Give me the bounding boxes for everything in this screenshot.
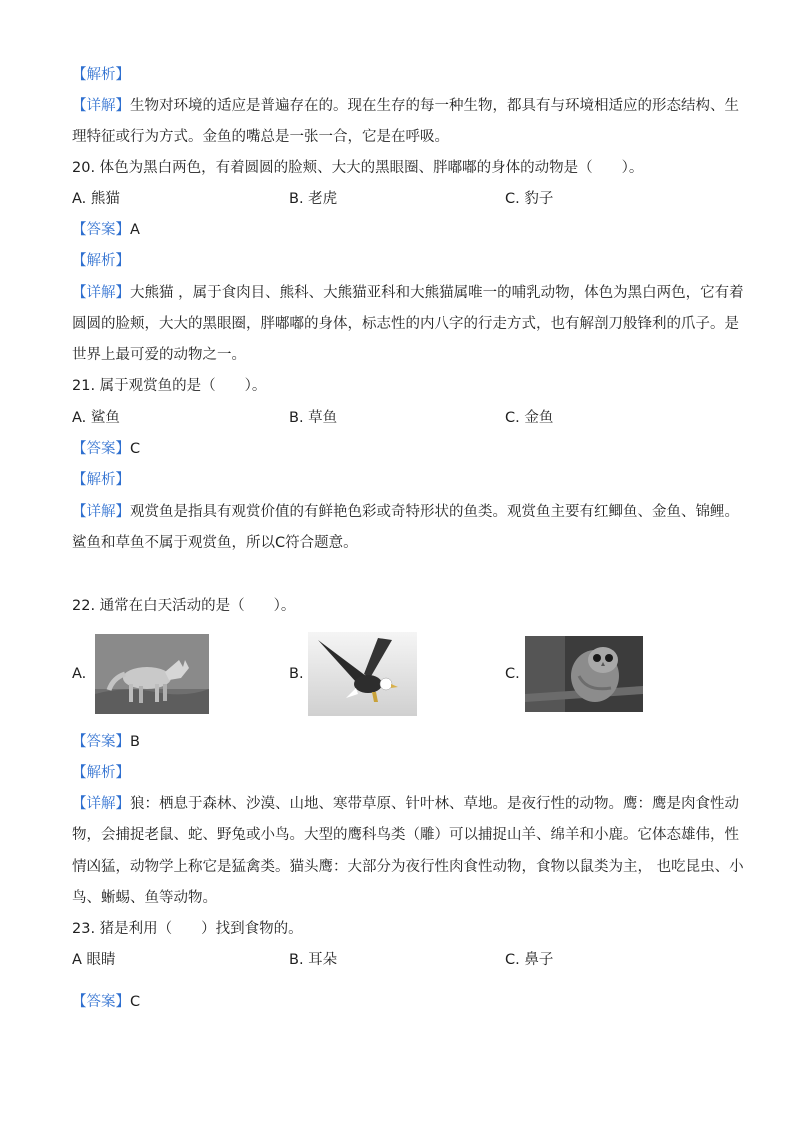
q20-analysis-tag: 【解析】 — [72, 253, 130, 269]
q20-question: 20. 体色为黑白两色，有着圆圆的脸颊、大大的黑眼圈、胖嘟嘟的身体的动物是（ ）。 — [72, 160, 644, 176]
wolf-photo — [95, 634, 209, 714]
q23-answer-value: C — [130, 994, 141, 1010]
q20-option-c: C. 豹子 — [505, 191, 554, 207]
q22-answer-value: B — [130, 734, 140, 750]
q22-answer — [72, 732, 140, 752]
q20-answer — [72, 220, 140, 240]
q23-option-a: A 眼睛 — [72, 952, 116, 968]
q20-answer-value: A — [130, 222, 140, 238]
q21-question: 21. 属于观赏鱼的是（ ）。 — [72, 378, 267, 394]
q21-answer — [72, 439, 140, 459]
q21-analysis-tag: 【解析】 — [72, 472, 130, 488]
q21-option-c: C. 金鱼 — [505, 410, 554, 426]
q20-detail-line-1: 【详解】大熊猫 ，属于食肉目、熊科、大熊猫亚科和大熊猫属唯一的哺乳动物，体色为黑白两色，它有着 — [72, 285, 744, 301]
q22-analysis-tag: 【解析】 — [72, 765, 130, 781]
q20-option-a: A. 熊猫 — [72, 191, 120, 207]
q19-detail-tag: 【详解】 — [72, 98, 130, 114]
q22-option-c: C. — [505, 666, 520, 682]
q23-option-b: B. 耳朵 — [289, 952, 338, 968]
q23-option-c: C. 鼻子 — [505, 952, 554, 968]
q22-question: 22. 通常在白天活动的是（ ）。 — [72, 598, 296, 614]
q22-answer-tag: 【答案】 — [72, 734, 130, 750]
q23-answer — [72, 992, 140, 1012]
owl-photo — [525, 636, 643, 712]
q22-option-b: B. — [289, 666, 304, 682]
q22-detail-line-4: 鸟、蜥蜴、鱼等动物。 — [72, 890, 217, 906]
q23-question: 23. 猪是利用（ ）找到食物的。 — [72, 921, 303, 937]
q22-detail-tag: 【详解】 — [72, 796, 130, 812]
q22-detail-line-2: 物，会捕捉老鼠、蛇、野兔或小鸟。大型的鹰科鸟类（雕）可以捕捉山羊、绵羊和小鹿。它体态雄伟，性 — [72, 827, 739, 843]
q22-detail-line-3: 情凶猛，动物学上称它是猛禽类。猫头鹰：大部分为夜行性肉食性动物，食物以鼠类为主， 也吃昆虫、小 — [72, 859, 744, 875]
q21-detail-line-2: 鲨鱼和草鱼不属于观赏鱼，所以C符合题意。 — [72, 535, 358, 551]
q21-detail-line-1: 【详解】观赏鱼是指具有观赏价值的有鲜艳色彩或奇特形状的鱼类。观赏鱼主要有红鲫鱼、金鱼、锦鲤。 — [72, 504, 739, 520]
q19-detail-line-1: 【详解】生物对环境的适应是普遍存在的。现在生存的每一种生物，都具有与环境相适应的形态结构、生 — [72, 98, 739, 114]
q23-answer-tag: 【答案】 — [72, 994, 130, 1010]
eagle-photo — [308, 632, 417, 716]
q20-option-b: B. 老虎 — [289, 191, 338, 207]
q20-detail-tag: 【详解】 — [72, 285, 130, 301]
q22-detail-line-1: 【详解】狼：栖息于森林、沙漠、山地、寒带草原、针叶林、草地。是夜行性的动物。鹰：鹰是肉食性动 — [72, 796, 739, 812]
q21-answer-tag: 【答案】 — [72, 441, 130, 457]
q21-detail-tag: 【详解】 — [72, 504, 130, 520]
q21-option-b: B. 草鱼 — [289, 410, 338, 426]
q20-answer-tag: 【答案】 — [72, 222, 130, 238]
q21-option-a: A. 鲨鱼 — [72, 410, 120, 426]
q19-analysis-tag: 【解析】 — [72, 67, 130, 83]
q22-option-a: A. — [72, 666, 87, 682]
q20-detail-line-3: 世界上最可爱的动物之一。 — [72, 347, 246, 363]
q19-detail-line-2: 理特征或行为方式。金鱼的嘴总是一张一合，它是在呼吸。 — [72, 129, 449, 145]
q21-answer-value: C — [130, 441, 141, 457]
q20-detail-line-2: 圆圆的脸颊，大大的黑眼圈，胖嘟嘟的身体，标志性的内八字的行走方式，也有解剖刀般锋利的爪子。是 — [72, 316, 739, 332]
